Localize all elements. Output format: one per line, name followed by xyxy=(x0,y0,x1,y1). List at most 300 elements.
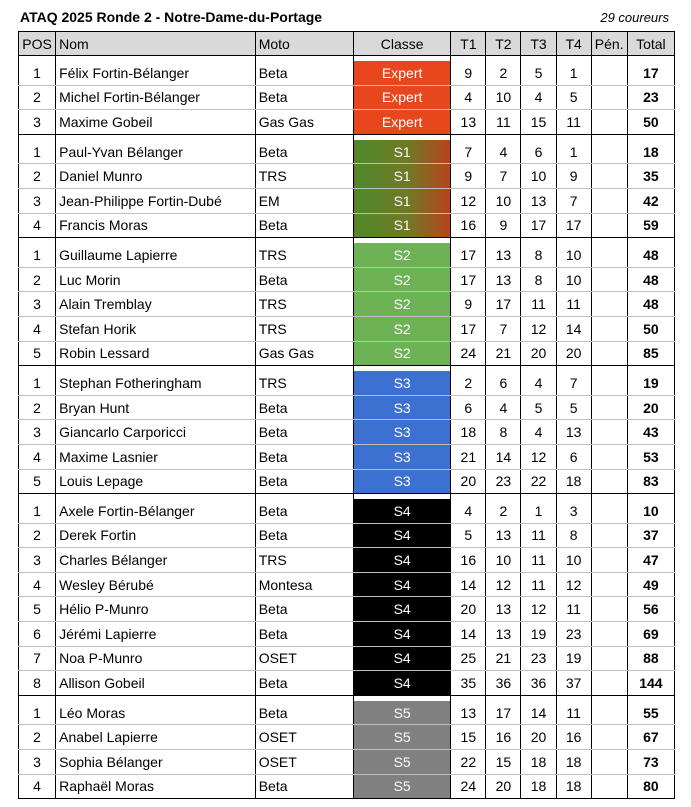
penalty-cell xyxy=(591,444,627,469)
column-header-t1: T1 xyxy=(451,32,486,56)
table-row xyxy=(19,523,675,548)
moto-cell: Montesa xyxy=(255,572,353,597)
table-row xyxy=(19,213,675,238)
turn-4-cell: 18 xyxy=(556,750,591,775)
moto-cell: Beta xyxy=(255,395,353,420)
turn-3-cell: 22 xyxy=(521,469,556,494)
name-cell: Léo Moras xyxy=(56,701,256,725)
moto-cell: Gas Gas xyxy=(255,341,353,366)
class-cell: S2 xyxy=(354,243,451,267)
position-cell: 5 xyxy=(19,341,56,366)
turn-2-cell: 11 xyxy=(486,110,521,135)
turn-2-cell: 14 xyxy=(486,444,521,469)
penalty-cell xyxy=(591,420,627,445)
position-cell: 4 xyxy=(19,444,56,469)
name-cell: Anabel Lapierre xyxy=(56,725,256,750)
table-row xyxy=(19,469,675,494)
turn-3-cell: 19 xyxy=(521,622,556,647)
total-cell: 50 xyxy=(627,110,674,135)
turn-2-cell: 4 xyxy=(486,395,521,420)
turn-1-cell: 14 xyxy=(451,572,486,597)
total-cell: 19 xyxy=(627,371,674,395)
turn-3-cell: 12 xyxy=(521,444,556,469)
total-cell: 20 xyxy=(627,395,674,420)
penalty-cell xyxy=(591,572,627,597)
turn-4-cell: 23 xyxy=(556,622,591,647)
moto-cell: Beta xyxy=(255,523,353,548)
results-table xyxy=(18,31,675,799)
turn-3-cell: 17 xyxy=(521,213,556,238)
penalty-cell xyxy=(591,597,627,622)
total-cell: 83 xyxy=(627,469,674,494)
table-row xyxy=(19,371,675,395)
name-cell: Allison Gobeil xyxy=(56,671,256,696)
total-cell: 47 xyxy=(627,548,674,573)
table-row xyxy=(19,292,675,317)
total-cell: 56 xyxy=(627,597,674,622)
penalty-cell xyxy=(591,750,627,775)
turn-4-cell: 11 xyxy=(556,597,591,622)
turn-1-cell: 21 xyxy=(451,444,486,469)
position-cell: 3 xyxy=(19,548,56,573)
name-cell: Louis Lepage xyxy=(56,469,256,494)
class-cell: S5 xyxy=(354,701,451,725)
turn-3-cell: 8 xyxy=(521,243,556,267)
total-cell: 67 xyxy=(627,725,674,750)
position-cell: 5 xyxy=(19,469,56,494)
turn-3-cell: 11 xyxy=(521,548,556,573)
turn-3-cell: 4 xyxy=(521,371,556,395)
moto-cell: TRS xyxy=(255,316,353,341)
turn-1-cell: 16 xyxy=(451,213,486,238)
name-cell: Hélio P-Munro xyxy=(56,597,256,622)
penalty-cell xyxy=(591,61,627,85)
turn-3-cell: 1 xyxy=(521,499,556,523)
position-cell: 2 xyxy=(19,523,56,548)
moto-cell: TRS xyxy=(255,164,353,189)
moto-cell: TRS xyxy=(255,292,353,317)
turn-2-cell: 7 xyxy=(486,316,521,341)
penalty-cell xyxy=(591,243,627,267)
table-row xyxy=(19,671,675,696)
moto-cell: OSET xyxy=(255,750,353,775)
total-cell: 18 xyxy=(627,140,674,164)
turn-3-cell: 4 xyxy=(521,420,556,445)
total-cell: 88 xyxy=(627,646,674,671)
turn-2-cell: 13 xyxy=(486,597,521,622)
total-cell: 48 xyxy=(627,267,674,292)
class-cell: S4 xyxy=(354,548,451,573)
penalty-cell xyxy=(591,646,627,671)
total-cell: 48 xyxy=(627,243,674,267)
name-cell: Wesley Bérubé xyxy=(56,572,256,597)
turn-4-cell: 9 xyxy=(556,164,591,189)
turn-3-cell: 8 xyxy=(521,267,556,292)
penalty-cell xyxy=(591,164,627,189)
penalty-cell xyxy=(591,395,627,420)
position-cell: 2 xyxy=(19,395,56,420)
total-cell: 35 xyxy=(627,164,674,189)
turn-1-cell: 7 xyxy=(451,140,486,164)
name-cell: Maxime Gobeil xyxy=(56,110,256,135)
name-cell: Bryan Hunt xyxy=(56,395,256,420)
turn-2-cell: 10 xyxy=(486,188,521,213)
moto-cell: Beta xyxy=(255,213,353,238)
turn-2-cell: 9 xyxy=(486,213,521,238)
column-header-nom: Nom xyxy=(56,32,256,56)
position-cell: 4 xyxy=(19,213,56,238)
total-cell: 144 xyxy=(627,671,674,696)
penalty-cell xyxy=(591,316,627,341)
position-cell: 1 xyxy=(19,243,56,267)
turn-2-cell: 21 xyxy=(486,646,521,671)
penalty-cell xyxy=(591,140,627,164)
class-cell: S3 xyxy=(354,420,451,445)
turn-2-cell: 13 xyxy=(486,523,521,548)
position-cell: 1 xyxy=(19,61,56,85)
column-header-t3: T3 xyxy=(521,32,556,56)
moto-cell: Beta xyxy=(255,671,353,696)
name-cell: Charles Bélanger xyxy=(56,548,256,573)
penalty-cell xyxy=(591,523,627,548)
position-cell: 4 xyxy=(19,774,56,799)
name-cell: Francis Moras xyxy=(56,213,256,238)
position-cell: 2 xyxy=(19,85,56,110)
class-cell: S4 xyxy=(354,572,451,597)
turn-2-cell: 16 xyxy=(486,725,521,750)
turn-4-cell: 7 xyxy=(556,188,591,213)
turn-1-cell: 9 xyxy=(451,164,486,189)
moto-cell: Beta xyxy=(255,469,353,494)
turn-2-cell: 8 xyxy=(486,420,521,445)
turn-4-cell: 12 xyxy=(556,572,591,597)
column-header-total: Total xyxy=(627,32,674,56)
results-body xyxy=(19,56,675,799)
turn-4-cell: 13 xyxy=(556,420,591,445)
turn-3-cell: 11 xyxy=(521,523,556,548)
penalty-cell xyxy=(591,85,627,110)
table-row xyxy=(19,140,675,164)
turn-4-cell: 11 xyxy=(556,701,591,725)
table-row xyxy=(19,444,675,469)
turn-4-cell: 8 xyxy=(556,523,591,548)
table-row xyxy=(19,61,675,85)
table-row xyxy=(19,646,675,671)
moto-cell: EM xyxy=(255,188,353,213)
name-cell: Alain Tremblay xyxy=(56,292,256,317)
penalty-cell xyxy=(591,371,627,395)
turn-3-cell: 18 xyxy=(521,750,556,775)
table-row xyxy=(19,267,675,292)
position-cell: 5 xyxy=(19,597,56,622)
turn-4-cell: 14 xyxy=(556,316,591,341)
turn-1-cell: 4 xyxy=(451,499,486,523)
penalty-cell xyxy=(591,267,627,292)
total-cell: 69 xyxy=(627,622,674,647)
table-row xyxy=(19,774,675,799)
name-cell: Raphaël Moras xyxy=(56,774,256,799)
class-cell: S2 xyxy=(354,267,451,292)
name-cell: Guillaume Lapierre xyxy=(56,243,256,267)
turn-1-cell: 18 xyxy=(451,420,486,445)
rider-count: 29 coureurs xyxy=(600,10,669,25)
position-cell: 3 xyxy=(19,292,56,317)
class-cell: S4 xyxy=(354,671,451,696)
moto-cell: OSET xyxy=(255,646,353,671)
turn-1-cell: 20 xyxy=(451,597,486,622)
class-cell: S5 xyxy=(354,774,451,799)
name-cell: Jérémi Lapierre xyxy=(56,622,256,647)
turn-1-cell: 24 xyxy=(451,341,486,366)
turn-4-cell: 1 xyxy=(556,61,591,85)
turn-2-cell: 17 xyxy=(486,701,521,725)
moto-cell: TRS xyxy=(255,243,353,267)
name-cell: Derek Fortin xyxy=(56,523,256,548)
turn-1-cell: 6 xyxy=(451,395,486,420)
turn-2-cell: 13 xyxy=(486,267,521,292)
penalty-cell xyxy=(591,725,627,750)
position-cell: 3 xyxy=(19,420,56,445)
penalty-cell xyxy=(591,622,627,647)
turn-1-cell: 14 xyxy=(451,622,486,647)
moto-cell: OSET xyxy=(255,725,353,750)
class-cell: S2 xyxy=(354,292,451,317)
moto-cell: Beta xyxy=(255,444,353,469)
table-row xyxy=(19,164,675,189)
turn-4-cell: 18 xyxy=(556,469,591,494)
total-cell: 43 xyxy=(627,420,674,445)
moto-cell: Beta xyxy=(255,701,353,725)
total-cell: 48 xyxy=(627,292,674,317)
class-cell: S1 xyxy=(354,213,451,238)
moto-cell: TRS xyxy=(255,371,353,395)
moto-cell: Beta xyxy=(255,420,353,445)
total-cell: 73 xyxy=(627,750,674,775)
turn-3-cell: 13 xyxy=(521,188,556,213)
penalty-cell xyxy=(591,469,627,494)
class-cell: Expert xyxy=(354,61,451,85)
class-cell: S2 xyxy=(354,341,451,366)
turn-3-cell: 23 xyxy=(521,646,556,671)
column-header-moto: Moto xyxy=(255,32,353,56)
table-row xyxy=(19,725,675,750)
turn-2-cell: 12 xyxy=(486,572,521,597)
name-cell: Daniel Munro xyxy=(56,164,256,189)
turn-4-cell: 7 xyxy=(556,371,591,395)
total-cell: 55 xyxy=(627,701,674,725)
table-row xyxy=(19,316,675,341)
penalty-cell xyxy=(591,548,627,573)
table-row xyxy=(19,750,675,775)
position-cell: 3 xyxy=(19,750,56,775)
position-cell: 6 xyxy=(19,622,56,647)
column-header-t2: T2 xyxy=(486,32,521,56)
turn-4-cell: 5 xyxy=(556,85,591,110)
total-cell: 59 xyxy=(627,213,674,238)
class-cell: S3 xyxy=(354,469,451,494)
name-cell: Robin Lessard xyxy=(56,341,256,366)
turn-2-cell: 23 xyxy=(486,469,521,494)
position-cell: 2 xyxy=(19,164,56,189)
total-cell: 50 xyxy=(627,316,674,341)
column-header-pos: POS xyxy=(19,32,56,56)
position-cell: 3 xyxy=(19,110,56,135)
turn-4-cell: 16 xyxy=(556,725,591,750)
table-header-row xyxy=(19,32,675,56)
total-cell: 10 xyxy=(627,499,674,523)
table-row xyxy=(19,188,675,213)
turn-2-cell: 2 xyxy=(486,499,521,523)
penalty-cell xyxy=(591,671,627,696)
turn-3-cell: 10 xyxy=(521,164,556,189)
class-cell: S2 xyxy=(354,316,451,341)
penalty-cell xyxy=(591,292,627,317)
class-cell: S1 xyxy=(354,188,451,213)
penalty-cell xyxy=(591,499,627,523)
column-header-classe: Classe xyxy=(354,32,451,56)
penalty-cell xyxy=(591,341,627,366)
penalty-cell xyxy=(591,110,627,135)
name-cell: Giancarlo Carporicci xyxy=(56,420,256,445)
turn-1-cell: 13 xyxy=(451,110,486,135)
turn-1-cell: 12 xyxy=(451,188,486,213)
name-cell: Stefan Horik xyxy=(56,316,256,341)
turn-4-cell: 10 xyxy=(556,548,591,573)
total-cell: 49 xyxy=(627,572,674,597)
position-cell: 7 xyxy=(19,646,56,671)
results-header xyxy=(0,0,691,28)
turn-3-cell: 36 xyxy=(521,671,556,696)
name-cell: Félix Fortin-Bélanger xyxy=(56,61,256,85)
turn-3-cell: 14 xyxy=(521,701,556,725)
turn-3-cell: 5 xyxy=(521,61,556,85)
turn-4-cell: 37 xyxy=(556,671,591,696)
total-cell: 42 xyxy=(627,188,674,213)
class-cell: S3 xyxy=(354,395,451,420)
total-cell: 37 xyxy=(627,523,674,548)
position-cell: 2 xyxy=(19,725,56,750)
turn-3-cell: 11 xyxy=(521,292,556,317)
name-cell: Jean-Philippe Fortin-Dubé xyxy=(56,188,256,213)
turn-4-cell: 19 xyxy=(556,646,591,671)
turn-4-cell: 5 xyxy=(556,395,591,420)
position-cell: 1 xyxy=(19,371,56,395)
total-cell: 23 xyxy=(627,85,674,110)
turn-4-cell: 11 xyxy=(556,110,591,135)
moto-cell: Beta xyxy=(255,61,353,85)
table-row xyxy=(19,597,675,622)
turn-2-cell: 13 xyxy=(486,243,521,267)
turn-3-cell: 20 xyxy=(521,725,556,750)
table-row xyxy=(19,395,675,420)
turn-3-cell: 18 xyxy=(521,774,556,799)
turn-3-cell: 5 xyxy=(521,395,556,420)
class-cell: S4 xyxy=(354,499,451,523)
class-cell: S4 xyxy=(354,597,451,622)
turn-1-cell: 9 xyxy=(451,292,486,317)
moto-cell: Beta xyxy=(255,140,353,164)
table-row xyxy=(19,572,675,597)
table-row xyxy=(19,341,675,366)
position-cell: 1 xyxy=(19,140,56,164)
turn-1-cell: 4 xyxy=(451,85,486,110)
turn-1-cell: 5 xyxy=(451,523,486,548)
class-cell: S4 xyxy=(354,646,451,671)
column-header-t4: T4 xyxy=(556,32,591,56)
position-cell: 8 xyxy=(19,671,56,696)
table-row xyxy=(19,701,675,725)
turn-1-cell: 9 xyxy=(451,61,486,85)
name-cell: Noa P-Munro xyxy=(56,646,256,671)
turn-1-cell: 35 xyxy=(451,671,486,696)
turn-1-cell: 17 xyxy=(451,316,486,341)
turn-2-cell: 7 xyxy=(486,164,521,189)
total-cell: 80 xyxy=(627,774,674,799)
turn-1-cell: 17 xyxy=(451,267,486,292)
turn-4-cell: 17 xyxy=(556,213,591,238)
turn-4-cell: 6 xyxy=(556,444,591,469)
column-header-penalty: Pén. xyxy=(591,32,627,56)
turn-2-cell: 6 xyxy=(486,371,521,395)
turn-1-cell: 25 xyxy=(451,646,486,671)
position-cell: 1 xyxy=(19,701,56,725)
class-cell: S4 xyxy=(354,523,451,548)
class-cell: S5 xyxy=(354,750,451,775)
class-cell: S5 xyxy=(354,725,451,750)
penalty-cell xyxy=(591,188,627,213)
turn-4-cell: 10 xyxy=(556,267,591,292)
name-cell: Axele Fortin-Bélanger xyxy=(56,499,256,523)
class-cell: S1 xyxy=(354,164,451,189)
class-cell: Expert xyxy=(354,85,451,110)
class-cell: S3 xyxy=(354,371,451,395)
name-cell: Paul-Yvan Bélanger xyxy=(56,140,256,164)
turn-2-cell: 13 xyxy=(486,622,521,647)
moto-cell: Beta xyxy=(255,774,353,799)
turn-1-cell: 20 xyxy=(451,469,486,494)
turn-2-cell: 21 xyxy=(486,341,521,366)
class-cell: S4 xyxy=(354,622,451,647)
name-cell: Sophia Bélanger xyxy=(56,750,256,775)
table-row xyxy=(19,622,675,647)
turn-4-cell: 10 xyxy=(556,243,591,267)
table-row xyxy=(19,243,675,267)
position-cell: 3 xyxy=(19,188,56,213)
turn-3-cell: 6 xyxy=(521,140,556,164)
turn-2-cell: 20 xyxy=(486,774,521,799)
total-cell: 17 xyxy=(627,61,674,85)
moto-cell: Beta xyxy=(255,267,353,292)
turn-3-cell: 15 xyxy=(521,110,556,135)
turn-2-cell: 15 xyxy=(486,750,521,775)
table-row xyxy=(19,85,675,110)
turn-1-cell: 13 xyxy=(451,701,486,725)
turn-2-cell: 2 xyxy=(486,61,521,85)
turn-1-cell: 22 xyxy=(451,750,486,775)
class-cell: Expert xyxy=(354,110,451,135)
name-cell: Stephan Fotheringham xyxy=(56,371,256,395)
penalty-cell xyxy=(591,213,627,238)
turn-1-cell: 17 xyxy=(451,243,486,267)
position-cell: 4 xyxy=(19,316,56,341)
turn-4-cell: 1 xyxy=(556,140,591,164)
name-cell: Maxime Lasnier xyxy=(56,444,256,469)
moto-cell: Beta xyxy=(255,597,353,622)
table-row xyxy=(19,548,675,573)
turn-3-cell: 4 xyxy=(521,85,556,110)
moto-cell: Beta xyxy=(255,622,353,647)
turn-4-cell: 20 xyxy=(556,341,591,366)
